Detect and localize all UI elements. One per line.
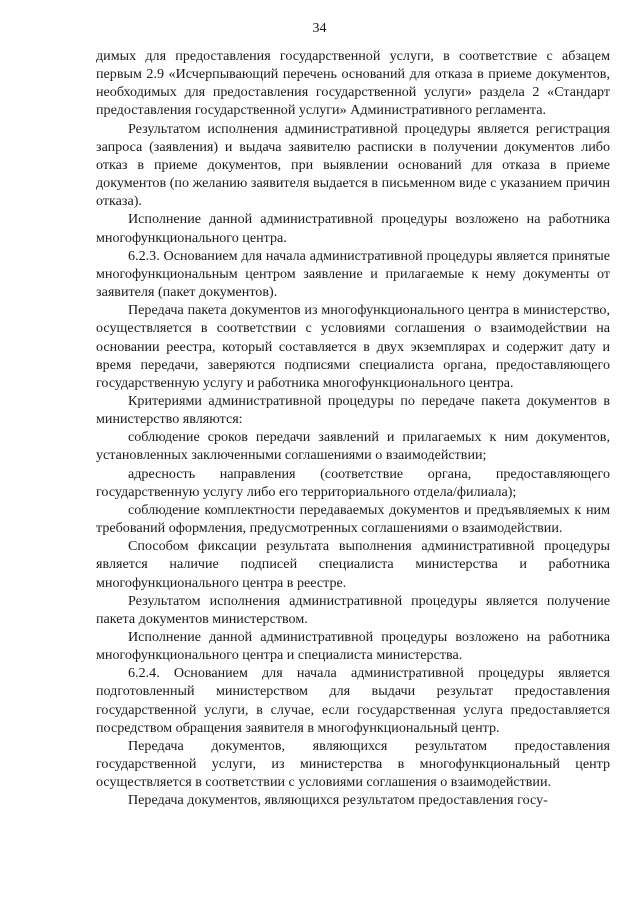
paragraph: Способом фиксации результата выполнения административной процедуры является наличие подписей специалиста министерства и работника многофункционального центра в реестре. — [96, 538, 610, 591]
paragraph: 6.2.3. Основанием для начала административной процедуры является принятые многофункциональным центром заявление и прилагаемые к нему документы от заявителя (пакет документов). — [96, 247, 610, 301]
paragraph: димых для предоставления государственной услуги, в соответствие с абзацем первым 2.9 «Исчерпывающий перечень оснований для отказа в приеме документов, необходимых для предоставления государственной услуги» раздела 2 «Стандарт предоставления государственной услуги» Административного регламента. — [96, 48, 610, 119]
paragraph: Передача пакета документов из многофункционального центра в министерство, осуществляется в соответствии с условиями соглашения о взаимодействии на основании реестра, который составляется в двух экземплярах и содержит дату и время передачи, заверяются подписями специалиста органа, предоставляющего государственную услугу и работника многофункционального центра. — [96, 302, 610, 391]
paragraph: 6.2.4. Основанием для начала административной процедуры является подготовленный министерством для выдачи результат предоставления государственной услуги, в случае, если государственная услуга предоставляется посредством обращения заявителя в многофункциональный центр. — [96, 665, 610, 736]
paragraph: Исполнение данной административной процедуры возложено на работника многофункционального центра и специалиста министерства. — [96, 629, 610, 664]
paragraph: соблюдение комплектности передаваемых документов и предъявляемых к ним требований оформления, предусмотренных соглашениями о взаимодействии. — [96, 501, 610, 537]
paragraph: соблюдение сроков передачи заявлений и прилагаемых к ним документов, установленных заключенными соглашениями о взаимодействии; — [96, 429, 610, 464]
document-body — [96, 47, 610, 810]
page-number: 34 — [312, 21, 327, 36]
paragraph: Исполнение данной административной процедуры возложено на работника многофункционального центра. — [96, 211, 610, 246]
paragraph: Передача документов, являющихся результатом предоставления госу- — [128, 792, 548, 809]
paragraph: Результатом исполнения административной процедуры является регистрация запроса (заявления) и выдача заявителю расписки в получении документов либо отказ в приеме документов, при выявлении оснований для отказа в приеме документов (по желанию заявителя выдается в письменном виде с указанием причин отказа). — [96, 120, 610, 210]
paragraph: адресность направления (соответствие органа, предоставляющего государственную услугу либо его территориального отдела/филиала); — [96, 465, 610, 500]
paragraph: Результатом исполнения административной процедуры является получение пакета документов министерством. — [96, 592, 610, 627]
paragraph: Критериями административной процедуры по передаче пакета документов в министерство являются: — [96, 392, 610, 428]
paragraph: Передача документов, являющихся результатом предоставления государственной услуги, из министерства в многофункциональный центр осуществляется в соответствии с условиями соглашения о взаимодействии. — [96, 737, 610, 791]
